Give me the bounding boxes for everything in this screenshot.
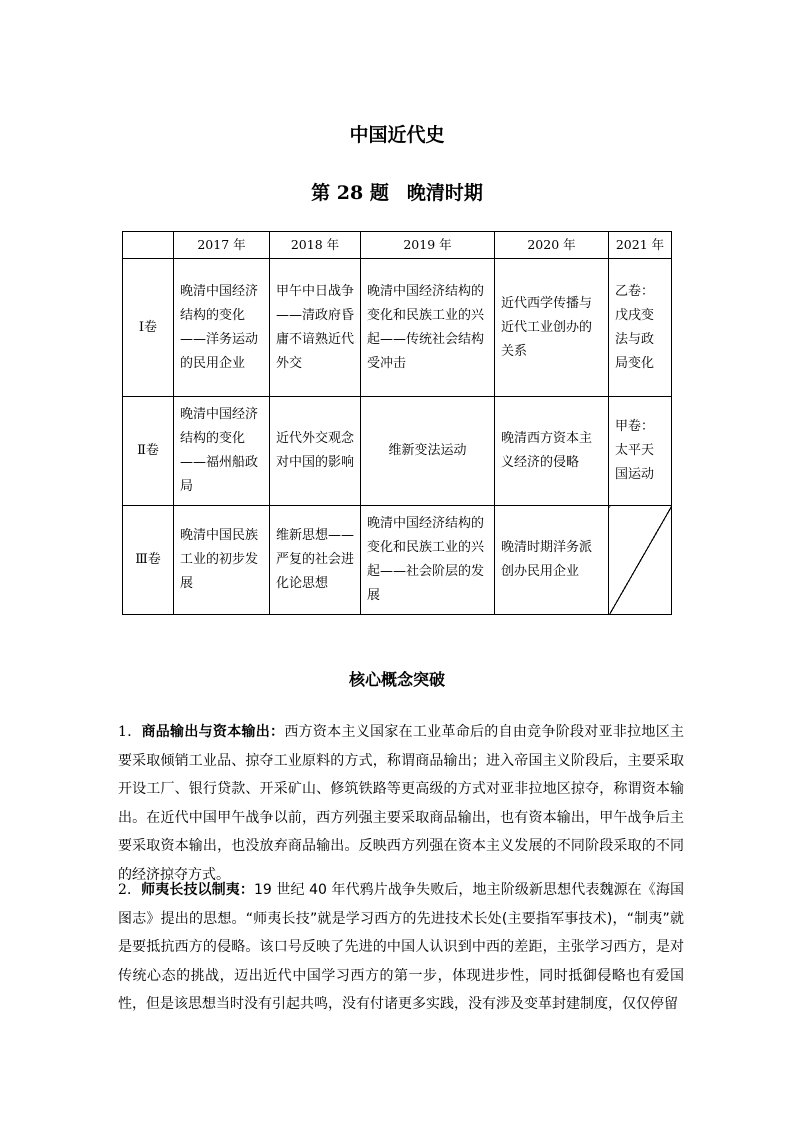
exam-topics-table	[122, 231, 672, 615]
question-topic: 晚清时期	[406, 182, 483, 204]
row-label: Ⅰ卷	[123, 259, 174, 397]
table-cell: 乙卷：戊戌变法与政局变化	[609, 259, 672, 397]
question-number: 第 28 题	[311, 182, 389, 204]
header-cell-year: 2018 年	[270, 232, 361, 259]
table-row	[123, 259, 672, 397]
table-cell: 晚清时期洋务派创办民用企业	[495, 506, 609, 615]
row-label: Ⅱ卷	[123, 397, 174, 506]
item-text: 西方资本主义国家在工业革命后的自由竞争阶段对亚非拉地区主要采取倾销工业品、掠夺工业原料的方式，称谓商品输出；进入帝国主义阶段后，主要采取开设工厂、银行贷款、开采矿山、修筑铁路等更高级的方式对亚非拉地区掠夺，称谓资本输出。在近代中国甲午战争以前，西方列强主要采取商品输出，也有资本输出，甲午战争后主要采取资本输出，也没放弃商品输出。反映西方列强在资本主义发展的不同阶段采取的不同的经济掠夺方式。	[118, 724, 684, 883]
header-cell-year: 2021 年	[609, 232, 672, 259]
table-cell: 晚清西方资本主义经济的侵略	[495, 397, 609, 506]
page-title: 中国近代史	[349, 124, 445, 146]
question-subtitle	[0, 181, 794, 205]
table-cell: 晚清中国经济结构的变化——福州船政局	[174, 397, 270, 506]
table-cell: 甲午中日战争——清政府昏庸不谙熟近代外交	[270, 259, 361, 397]
table-cell: 晚清中国经济结构的变化——洋务运动的民用企业	[174, 259, 270, 397]
empty-diagonal-cell	[609, 506, 672, 615]
table-cell: 维新思想——严复的社会进化论思想	[270, 506, 361, 615]
table-cell: 甲卷：太平天国运动	[609, 397, 672, 506]
section-heading: 核心概念突破	[348, 670, 445, 689]
header-cell-corner	[123, 232, 174, 259]
table-cell: 晚清中国经济结构的变化和民族工业的兴起——传统社会结构受冲击	[361, 259, 495, 397]
table-row	[123, 397, 672, 506]
header-cell-year: 2017 年	[174, 232, 270, 259]
item-term: 商品输出与资本输出：	[141, 724, 285, 740]
row-label: Ⅲ卷	[123, 506, 174, 615]
item-text: 19 世纪 40 年代鸦片战争失败后，地主阶级新思想代表魏源在《海国图志》提出的思想。“师夷长技”就是学习西方的先进技术长处(主要指军事技术)，“制夷”就是要抵抗西方的侵略。该口号反映了先进的中国人认识到中西的差距，主张学习西方，是对传统心态的挑战，迈出近代中国学习西方的第一步，体现进步性，同时抵御侵略也有爱国性，但是该思想当时没有引起共鸣，没有付诸更多实践，没有涉及变革封建制度，仅仅停留	[118, 882, 684, 1013]
table-cell: 近代外交观念对中国的影响	[270, 397, 361, 506]
item-number: 1．	[118, 724, 142, 740]
table-cell: 近代西学传播与近代工业创办的关系	[495, 259, 609, 397]
table-cell: 维新变法运动	[361, 397, 495, 506]
concept-item	[118, 876, 684, 1019]
concept-item	[118, 718, 684, 890]
table-row	[123, 506, 672, 615]
item-number: 2．	[118, 882, 142, 898]
table-cell: 晚清中国经济结构的变化和民族工业的兴起——社会阶层的发展	[361, 506, 495, 615]
header-cell-year: 2019 年	[361, 232, 495, 259]
table-header-row	[123, 232, 672, 259]
item-term: 师夷长技以制夷：	[141, 882, 254, 898]
header-cell-year: 2020 年	[495, 232, 609, 259]
table-cell: 晚清中国民族工业的初步发展	[174, 506, 270, 615]
